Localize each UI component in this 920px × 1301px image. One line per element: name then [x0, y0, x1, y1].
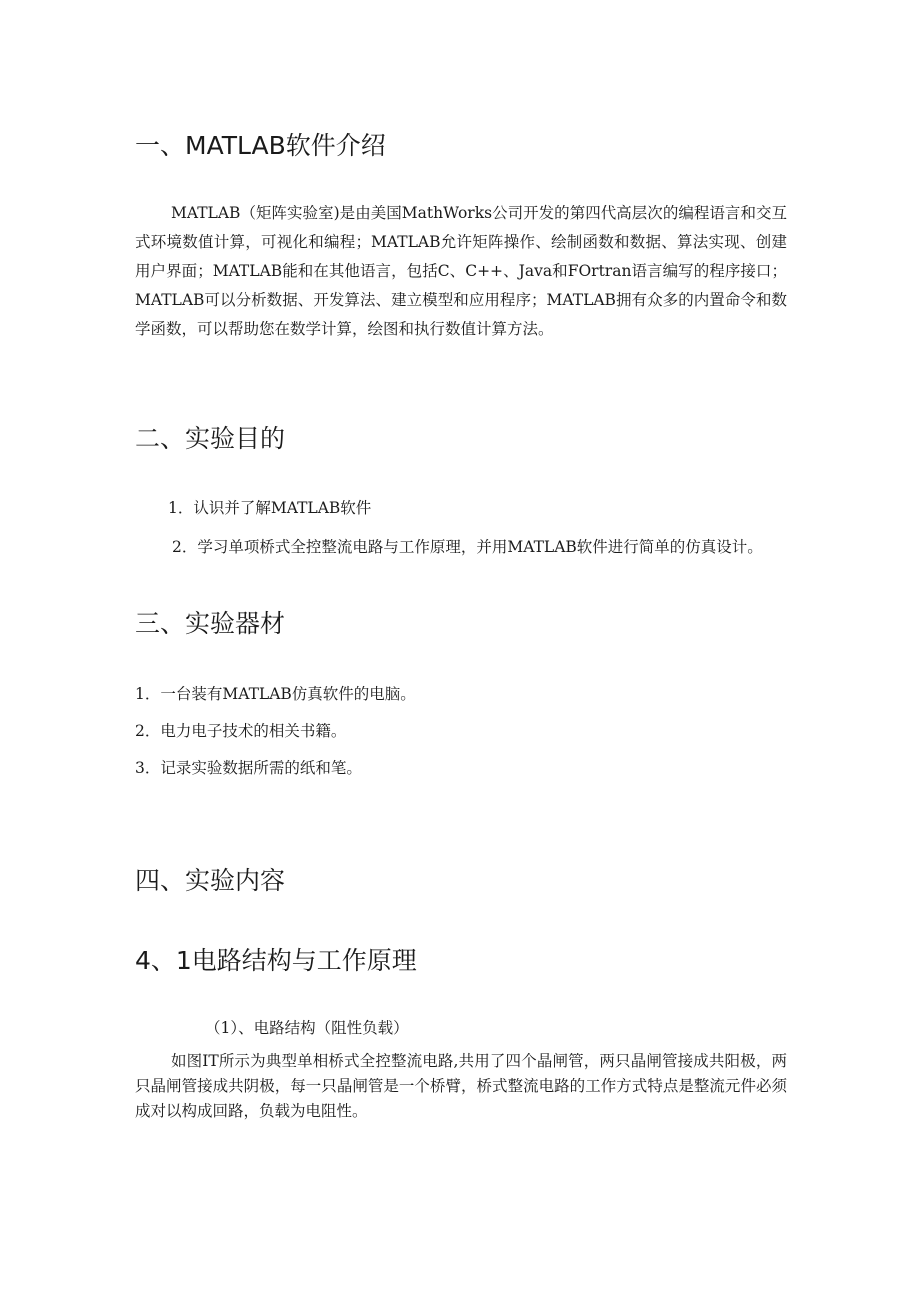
purpose-item-1: 1．认识并了解MATLAB软件: [168, 499, 372, 517]
purpose-item-2: 2．学习单项桥式全控整流电路与工作原理，并用MATLAB软件进行简单的仿真设计。: [172, 538, 763, 556]
section-heading-equipment: 三、实验器材: [135, 609, 286, 638]
section-heading-content: 四、实验内容: [135, 866, 286, 895]
equipment-item-3: 3．记录实验数据所需的纸和笔。: [135, 759, 362, 777]
equipment-item-1: 1．一台装有MATLAB仿真软件的电脑。: [135, 685, 416, 703]
section-heading-purpose: 二、实验目的: [135, 424, 286, 453]
subsubsection-heading: （1）、电路结构（阻性负载）: [205, 1019, 409, 1037]
subsection-heading: 4、1电路结构与工作原理: [135, 946, 417, 975]
content-paragraph: 如图IT所示为典型单相桥式全控整流电路,共用了四个晶闸管，两只晶闸管接成共阳极，两只晶闸管接成共阴极，每一只晶闸管是一个桥臂，桥式整流电路的工作方式特点是整流元件必须成对以构成回路，负载为电阻性。: [135, 1052, 787, 1120]
section-heading-intro: 一、MATLAB软件介绍: [135, 131, 386, 160]
intro-paragraph: MATLAB（矩阵实验室)是由美国MathWorks公司开发的第四代高层次的编程语言和交互式环境数值计算，可视化和编程；MATLAB允许矩阵操作、绘制函数和数据、算法实现、创建用户界面；MATLAB能和在其他语言，包括C、C++、Java和FOrtran语言编写的程序接口；MATLAB可以分析数据、开发算法、建立模型和应用程序；MATLAB拥有众多的内置命令和数学函数，可以帮助您在数学计算，绘图和执行数值计算方法。: [135, 204, 787, 338]
equipment-item-2: 2．电力电子技术的相关书籍。: [135, 722, 347, 740]
